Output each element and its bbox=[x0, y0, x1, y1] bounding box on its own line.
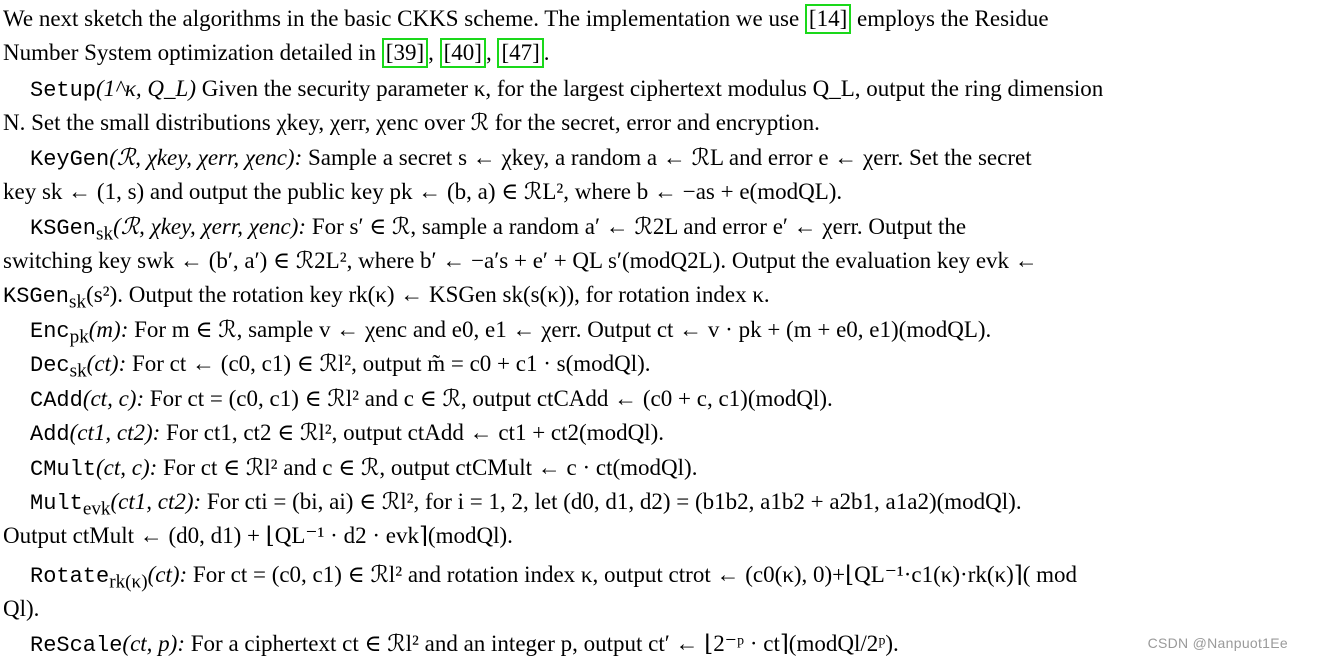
enc-subscript: pk bbox=[69, 326, 89, 347]
ksgen-line-cont bbox=[0, 244, 1334, 278]
cmult-args: (ct, c): bbox=[96, 455, 158, 480]
keygen-args: (ℛ, χkey, χerr, χenc): bbox=[109, 145, 303, 170]
add-line bbox=[0, 416, 1334, 450]
rescale-args: (ct, p): bbox=[122, 631, 185, 656]
rotate-subscript: rk(κ) bbox=[109, 571, 148, 592]
mult-text: For cti = (bi, ai) ∈ ℛl², for i = 1, 2, let (d0, d1, d2) = (b1b2, a1b2 + a2b1, a1a2)(modQl). bbox=[206, 489, 1022, 514]
rotate-line bbox=[0, 558, 1334, 592]
enc-line bbox=[0, 313, 1334, 347]
ksgen-args: (ℛ, χkey, χerr, χenc): bbox=[113, 214, 307, 239]
intro-text bbox=[3, 2, 1049, 36]
algo-name-mult: Mult bbox=[30, 491, 83, 516]
dec-args: (ct): bbox=[86, 351, 127, 376]
mult-line bbox=[0, 485, 1334, 519]
comma: , bbox=[428, 40, 434, 65]
intro-text-2: Number System optimization detailed in bbox=[3, 40, 377, 65]
cmult-line bbox=[0, 451, 1334, 485]
ksgen-inline-subscript: sk bbox=[69, 291, 87, 312]
citation-39[interactable]: [39] bbox=[382, 38, 428, 68]
cmult-text: For ct ∈ ℛl² and c ∈ ℛ, output ctCMult ← c · ct(modQl). bbox=[163, 455, 698, 480]
dec-subscript: sk bbox=[69, 360, 87, 381]
add-text: For ct1, ct2 ∈ ℛl², output ctAdd ← ct1 + ct2(modQl). bbox=[166, 420, 664, 445]
cadd-args: (ct, c): bbox=[82, 386, 145, 411]
watermark: CSDN @Nanpuot1Ee bbox=[1147, 635, 1288, 651]
citation-40[interactable]: [40] bbox=[440, 38, 486, 68]
algo-name-cmult: CMult bbox=[30, 457, 97, 482]
algo-name-ksgen: KSGen bbox=[30, 216, 97, 241]
algo-name-rescale: ReScale bbox=[30, 633, 123, 658]
keygen-line bbox=[0, 141, 1334, 175]
algo-name-keygen: KeyGen bbox=[30, 147, 110, 172]
mult-line-cont bbox=[0, 519, 1334, 553]
ksgen-text-cont: switching key swk ← (b′, a′) ∈ ℛ2L², where b′ ← −a′s + e′ + QL s′(modQ2L). Output the evaluation key evk ← bbox=[3, 248, 1038, 273]
rotate-line-cont bbox=[0, 592, 1334, 626]
setup-text-cont: N. Set the small distributions χkey, χerr, χenc over ℛ for the secret, error and encryption. bbox=[3, 110, 820, 135]
keygen-text: Sample a secret s ← χkey, a random a ← ℛL and error e ← χerr. Set the secret bbox=[308, 145, 1032, 170]
algo-name-rotate: Rotate bbox=[30, 564, 110, 589]
ksgen-line bbox=[0, 210, 1334, 244]
period: . bbox=[543, 40, 550, 65]
rescale-text: For a ciphertext ct ∈ ℛl² and an integer p, output ct′ ← ⌊2⁻ᵖ · ct⌉(modQl/2ᵖ). bbox=[190, 631, 899, 656]
intro-text-tail: employs the Residue bbox=[856, 6, 1049, 31]
citation-47[interactable]: [47] bbox=[497, 38, 543, 68]
setup-line bbox=[0, 72, 1334, 106]
mult-text-cont: Output ctMult ← (d0, d1) + ⌊QL⁻¹ · d2 · evk⌉(modQl). bbox=[3, 523, 513, 548]
algo-name-add: Add bbox=[30, 422, 70, 447]
comma: , bbox=[485, 40, 492, 65]
intro-line-1 bbox=[0, 2, 1334, 36]
intro-line-2 bbox=[0, 36, 1334, 70]
citation-14[interactable]: [14] bbox=[805, 4, 851, 34]
ksgen-line-cont2 bbox=[0, 278, 1334, 312]
cadd-line bbox=[0, 382, 1334, 416]
dec-line bbox=[0, 347, 1334, 381]
rescale-line bbox=[0, 627, 1334, 661]
setup-args: (1^κ, Q_L) bbox=[96, 76, 196, 101]
mult-args: (ct1, ct2): bbox=[110, 489, 202, 514]
enc-text: For m ∈ ℛ, sample v ← χenc and e0, e1 ← χerr. Output ct ← v · pk + (m + e0, e1)(modQL). bbox=[134, 317, 992, 342]
setup-text: Given the security parameter κ, for the largest ciphertext modulus Q_L, output the ring dimension bbox=[201, 76, 1104, 101]
algo-name-dec: Dec bbox=[30, 353, 70, 378]
rotate-args: (ct): bbox=[147, 562, 188, 587]
rotate-text: For ct = (c0, c1) ∈ ℛl² and rotation index κ, output ctrot ← (c0(κ), 0)+⌊QL⁻¹·c1(κ)·rk(κ)⌉( mod bbox=[192, 562, 1078, 587]
ksgen-text-cont2: (s²). Output the rotation key rk(κ) ← KSGen sk(s(κ)), for rotation index κ. bbox=[86, 282, 770, 307]
keygen-line-cont bbox=[0, 175, 1334, 209]
algo-name-setup: Setup bbox=[30, 78, 97, 103]
cadd-text: For ct = (c0, c1) ∈ ℛl² and c ∈ ℛ, output ctCAdd ← (c0 + c, c1)(modQl). bbox=[149, 386, 833, 411]
ksgen-text: For s′ ∈ ℛ, sample a random a′ ← ℛ2L and error e′ ← χerr. Output the bbox=[311, 214, 967, 239]
algo-name-cadd: CAdd bbox=[30, 388, 83, 413]
algo-name-ksgen-inline: KSGen bbox=[3, 284, 70, 309]
add-args: (ct1, ct2): bbox=[69, 420, 161, 445]
keygen-text-cont: key sk ← (1, s) and output the public key pk ← (b, a) ∈ ℛL², where b ← −as + e(modQL). bbox=[3, 179, 843, 204]
setup-line-cont bbox=[0, 106, 1334, 140]
algo-name-enc: Enc bbox=[30, 319, 70, 344]
mult-subscript: evk bbox=[82, 498, 111, 519]
enc-args: (m): bbox=[88, 317, 129, 342]
intro-text-part: We next sketch the algorithms in the basic CKKS scheme. The implementation we use bbox=[3, 6, 800, 31]
ksgen-subscript: sk bbox=[96, 223, 114, 244]
rotate-text-cont: Ql). bbox=[3, 596, 40, 621]
dec-text: For ct ← (c0, c1) ∈ ℛl², output m̃ = c0 + c1 · s(modQl). bbox=[131, 351, 651, 376]
